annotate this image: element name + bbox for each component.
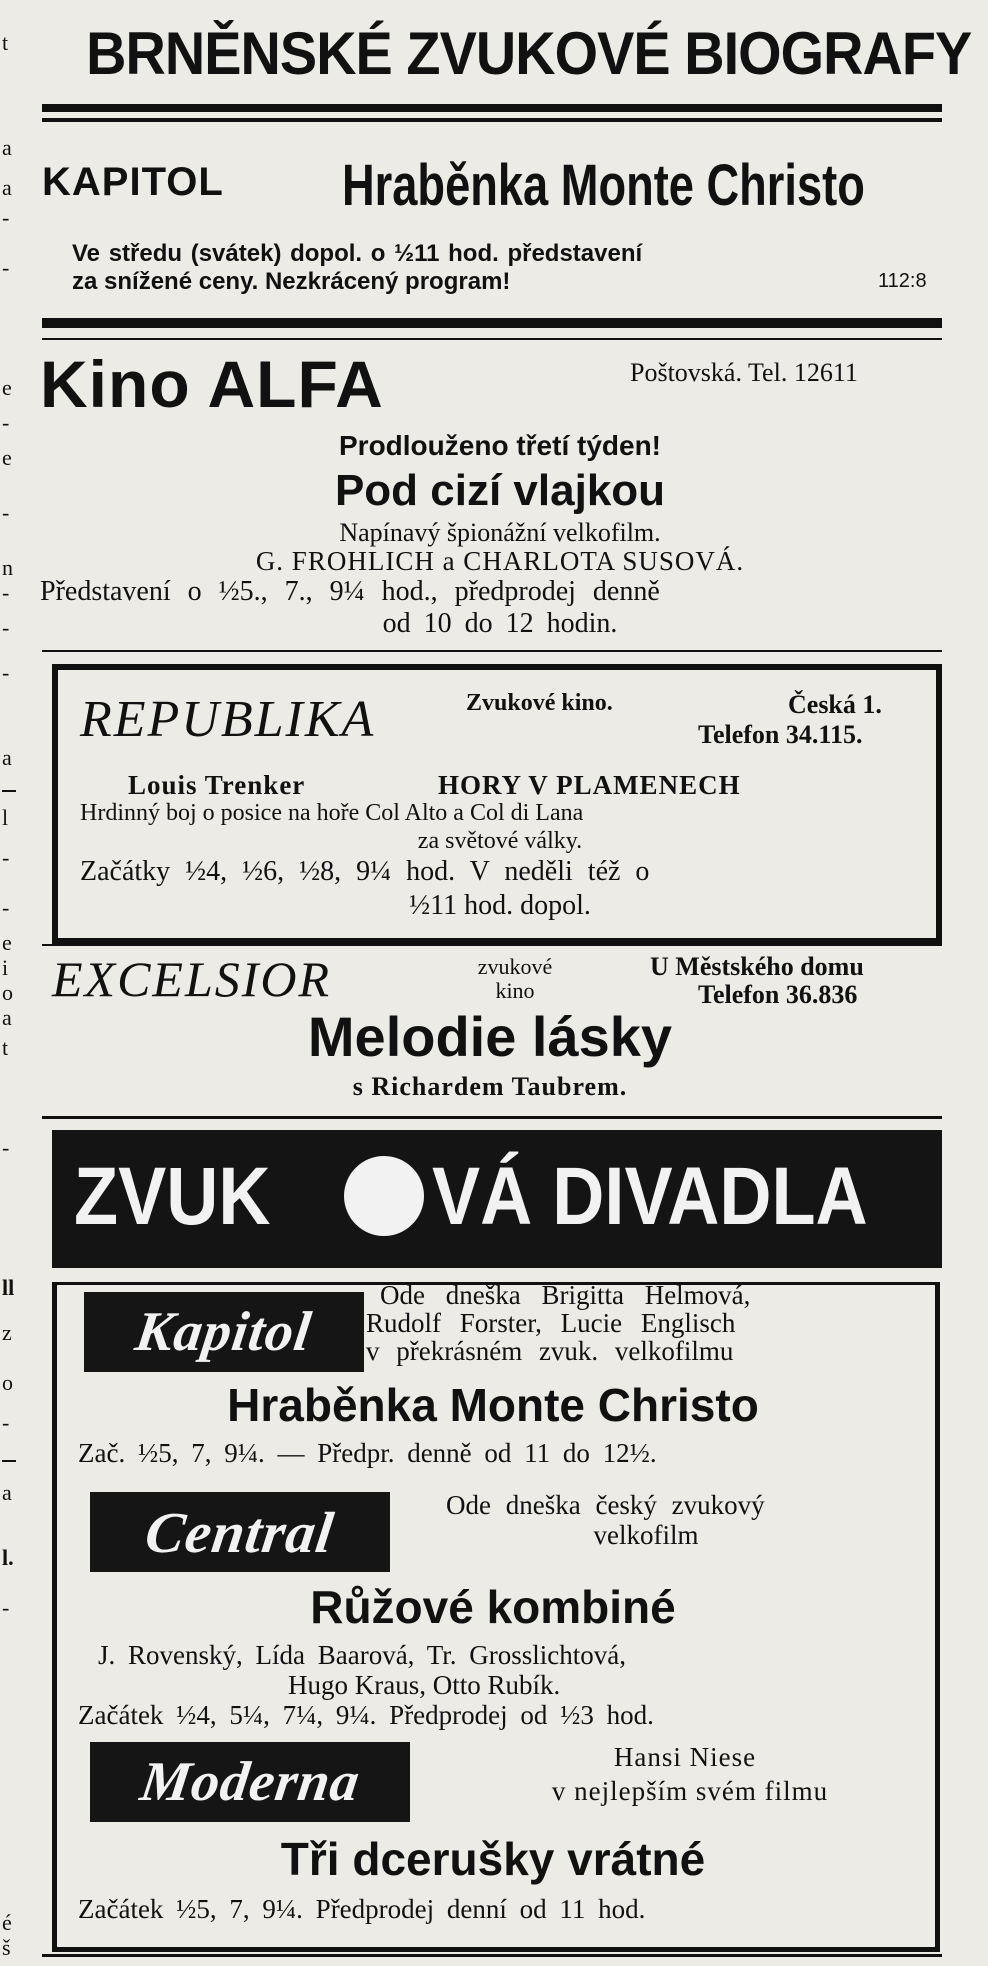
- gutter-fragment: -: [2, 895, 10, 920]
- film-title: Hraběnka Monte Christo: [227, 1379, 759, 1431]
- film-title: HORY V PLAMENECH: [438, 770, 741, 800]
- showtimes: Začátky ½4, ½6, ½8, 9¼ hod. V neděli též o: [80, 856, 650, 887]
- ad-code: 112:8: [878, 270, 927, 292]
- gutter-fragment: -: [2, 500, 10, 525]
- film-description: velkofilm: [593, 1520, 699, 1550]
- film-cast: s Richardem Taubrem.: [352, 1072, 628, 1101]
- moderna-logo: [90, 1742, 410, 1822]
- republika-ad: [52, 664, 942, 944]
- logo-text: Moderna: [136, 1751, 364, 1813]
- cinema-name: REPUBLIKA: [80, 691, 376, 748]
- section-rule-thin: [42, 944, 942, 946]
- cinema-address: Poštovská. Tel. 12611: [630, 358, 858, 387]
- film-cast: v překrásném zvuk. velkofilmu: [366, 1336, 734, 1366]
- gutter-fragment: e: [2, 930, 12, 955]
- gutter-fragment: -: [2, 580, 10, 605]
- gutter-fragment: a: [2, 1005, 12, 1030]
- film-description: za světové války.: [417, 828, 583, 854]
- showtimes: Začátek ½4, 5¼, 7¼, 9¼. Předprodej od ½3 hod.: [78, 1700, 654, 1730]
- film-cast: J. Rovenský, Lída Baarová, Tr. Grosslichtová,: [98, 1640, 626, 1670]
- gutter-fragment: t: [2, 1035, 9, 1060]
- film-actor: Louis Trenker: [128, 770, 306, 800]
- section-rule-thin: [42, 650, 942, 652]
- cinema-address: U Městského domu: [650, 952, 864, 981]
- film-cast: G. FROHLICH a CHARLOTA SUSOVÁ.: [255, 546, 745, 576]
- gutter-fragment: -: [2, 615, 10, 640]
- gutter-fragment: -: [2, 1595, 10, 1620]
- gutter-divider: [2, 790, 16, 792]
- header-rule: [42, 104, 942, 112]
- banner-title-right: VÁ DIVADLA: [432, 1151, 868, 1242]
- gutter-fragment: š: [2, 1935, 11, 1960]
- gutter-fragment: a: [2, 745, 12, 770]
- showtimes: ½11 hod. dopol.: [409, 890, 591, 921]
- gutter-fragment: a: [2, 175, 12, 200]
- gutter-divider: [2, 1460, 16, 1462]
- run-note: Prodlouženo třetí týden!: [339, 430, 661, 461]
- showtimes: od 10 do 12 hodin.: [382, 608, 618, 639]
- showtimes: Představení o ½5., 7., 9¼ hod., předprodej denně: [40, 576, 660, 607]
- central-logo: [90, 1492, 390, 1572]
- screening-note: za snížené ceny. Nezkrácený program!: [72, 268, 511, 295]
- gutter-fragment: l.: [2, 1545, 14, 1570]
- film-title: Hraběnka Monte Christo: [342, 153, 865, 218]
- gutter-fragment: -: [2, 1410, 10, 1435]
- cinema-kind: zvukové: [477, 954, 553, 979]
- gutter-fragment: t: [2, 30, 9, 55]
- gutter-fragment: -: [2, 205, 10, 230]
- film-title: Pod cizí vlajkou: [334, 466, 666, 515]
- gutter-fragment: é: [2, 1910, 12, 1935]
- gutter-fragment: -: [2, 660, 10, 685]
- film-cast: Hugo Kraus, Otto Rubík.: [288, 1670, 561, 1700]
- zvukova-divadla-banner: [52, 1130, 942, 1268]
- gutter-fragment: -: [2, 1135, 10, 1160]
- cinema-phone: Telefon 34.115.: [698, 720, 863, 749]
- cinema-name: Kino ALFA: [40, 347, 384, 421]
- kapitol-logo: [84, 1292, 364, 1372]
- page-title: BRNĚNSKÉ ZVUKOVÉ BIOGRAFY: [86, 20, 972, 87]
- film-title: Tři dcerušky vrátné: [280, 1833, 706, 1885]
- cinema-name: KAPITOL: [42, 160, 224, 204]
- gutter-fragment: n: [2, 555, 13, 580]
- logo-text: Kapitol: [132, 1301, 316, 1363]
- gutter-fragment: -: [2, 410, 10, 435]
- cinema-address: Česká 1.: [788, 690, 882, 719]
- section-rule-thin: [42, 1116, 942, 1119]
- logo-text: Central: [141, 1499, 339, 1565]
- gutter-fragment: o: [2, 1370, 13, 1395]
- gutter-fragment: a: [2, 135, 12, 160]
- banner-circle-logo: [344, 1156, 424, 1236]
- film-star: Hansi Niese: [613, 1742, 757, 1772]
- film-description: Ode dneška český zvukový: [446, 1490, 765, 1520]
- section-rule: [42, 318, 942, 328]
- gutter-fragment: a: [2, 1480, 12, 1505]
- showtimes: Zač. ½5, 7, 9¼. — Předpr. denně od 11 do 12½.: [78, 1438, 657, 1468]
- film-description: Hrdinný boj o posice na hoře Col Alto a Col di Lana: [80, 800, 584, 826]
- cinema-name: EXCELSIOR: [52, 951, 332, 1007]
- cinema-kind: Zvukové kino.: [466, 690, 613, 716]
- gutter-fragment: e: [2, 445, 12, 470]
- banner-title-left: ZVUK: [74, 1151, 271, 1242]
- film-cast: Ode dneška Brigitta Helmová,: [380, 1280, 751, 1310]
- gutter-fragment: i: [2, 955, 9, 980]
- gutter-fragment: z: [2, 1320, 12, 1345]
- gutter-fragment: l: [2, 805, 9, 830]
- showtimes: Začátek ½5, 7, 9¼. Předprodej denní od 11 hod.: [78, 1894, 646, 1924]
- film-title: Melodie lásky: [307, 1005, 673, 1068]
- section-rule-thin: [42, 338, 942, 340]
- cinema-phone: Telefon 36.836: [698, 980, 858, 1009]
- screening-note: Ve středu (svátek) dopol. o ½11 hod. představení: [72, 240, 643, 267]
- gutter-fragment: ll: [2, 1275, 15, 1300]
- gutter-fragment: e: [2, 375, 12, 400]
- bottom-rule: [42, 1954, 942, 1957]
- gutter-fragment: o: [2, 980, 13, 1005]
- film-description: v nejlepším svém filmu: [551, 1776, 829, 1806]
- left-gutter-fragments: [2, 0, 26, 1966]
- film-title: Růžové kombiné: [310, 1581, 676, 1633]
- gutter-fragment: -: [2, 255, 10, 280]
- film-cast: Rudolf Forster, Lucie Englisch: [366, 1308, 736, 1338]
- film-description: Napínavý špionážní velkofilm.: [339, 518, 661, 547]
- gutter-fragment: -: [2, 845, 10, 870]
- cinema-kind: kino: [495, 978, 535, 1003]
- header-rule-thin: [42, 118, 942, 122]
